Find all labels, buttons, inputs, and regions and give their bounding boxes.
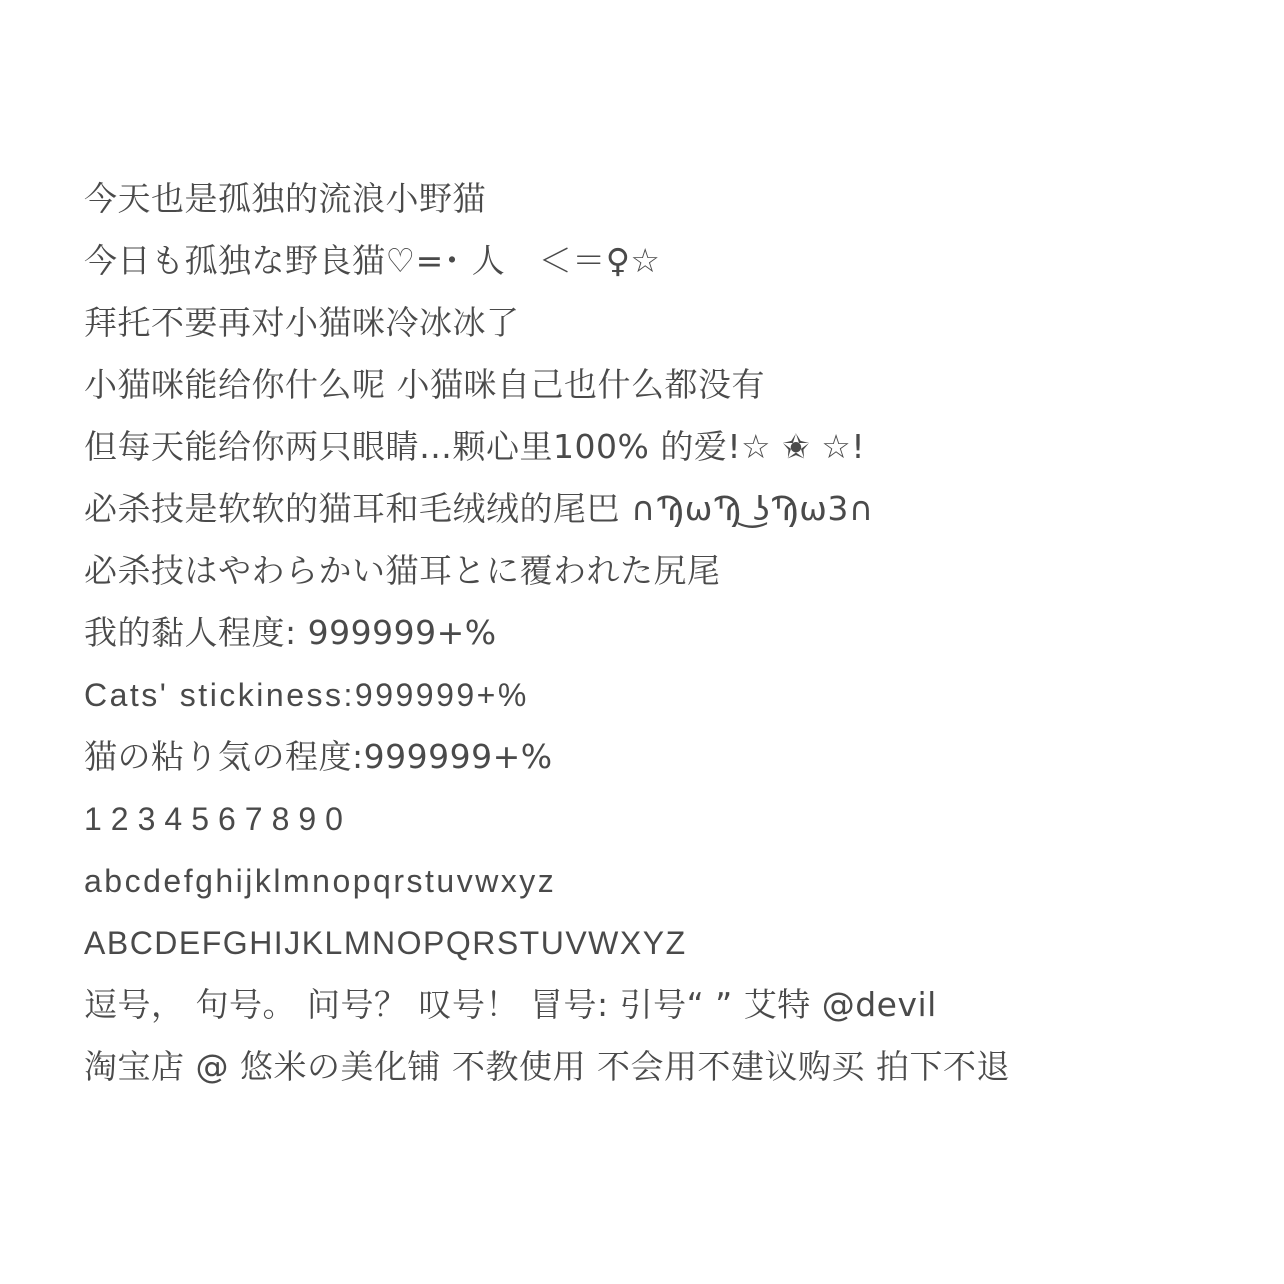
specimen-line: 拜托不要再对小猫咪冷冰冰了 xyxy=(84,303,520,342)
specimen-line: 但每天能给你两只眼睛…颗心里100% 的爱!☆ ✬ ☆! xyxy=(84,427,866,466)
specimen-line-punctuation: 逗号， 句号。 问号？ 叹号！ 冒号: 引号“ ” 艾特 @devil xyxy=(84,985,937,1024)
specimen-line-uppercase: ABCDEFGHIJKLMNOPQRSTUVWXYZ xyxy=(84,925,687,961)
specimen-line: 必杀技はやわらかい猫耳とに覆われた尻尾 xyxy=(84,551,721,590)
specimen-line: 猫の粘り気の程度:999999+% xyxy=(84,737,553,776)
specimen-line: 小猫咪能给你什么呢 小猫咪自己也什么都没有 xyxy=(84,365,765,404)
specimen-line: 今天也是孤独的流浪小野猫 xyxy=(84,179,486,218)
specimen-line: 我的黏人程度: 999999+% xyxy=(84,613,497,652)
specimen-line: Cats' stickiness:999999+% xyxy=(84,677,529,713)
specimen-line: 必杀技是软软的猫耳和毛绒绒的尾巴 ∩ϠωϠ ͜ʖϠω3∩ xyxy=(84,489,874,528)
specimen-line: 今日も孤独な野良猫♡=･ 人 ＜＝♀☆ xyxy=(84,241,661,280)
specimen-line-digits: 1234567890 xyxy=(84,801,352,837)
specimen-text-block xyxy=(84,168,1204,1098)
specimen-line-shop-note: 淘宝店 @ 悠米の美化铺 不教使用 不会用不建议购买 拍下不退 xyxy=(84,1047,1010,1086)
specimen-line-lowercase: abcdefghijklmnopqrstuvwxyz xyxy=(84,863,557,899)
